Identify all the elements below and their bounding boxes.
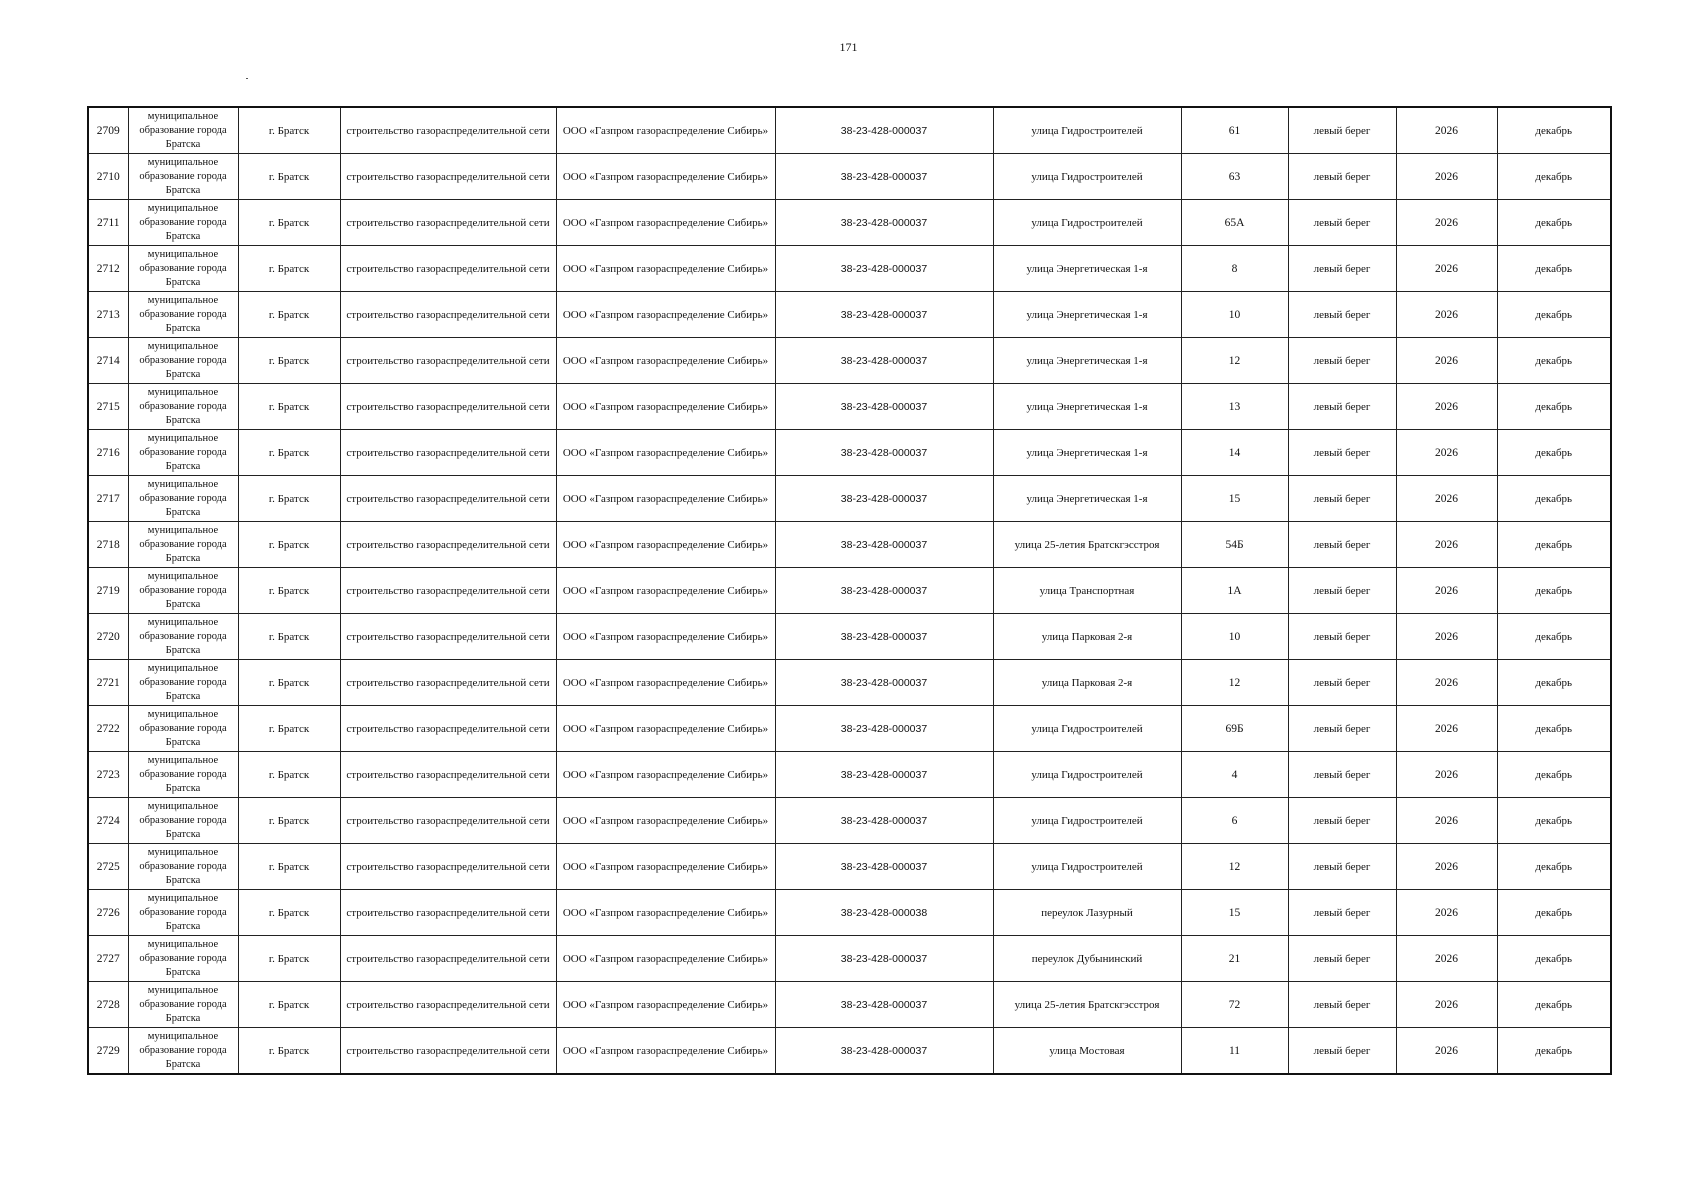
organization-cell: ООО «Газпром газораспределение Сибирь» [556,292,775,338]
table-row [88,107,1611,154]
row-number-cell: 2729 [88,1028,128,1075]
street-cell: улица 25-летия Братскгэсстроя [993,522,1181,568]
year-cell: 2026 [1396,522,1497,568]
street-cell: улица Мостовая [993,1028,1181,1075]
river-bank-cell: левый берег [1288,660,1396,706]
river-bank-cell: левый берег [1288,338,1396,384]
river-bank-cell: левый берег [1288,476,1396,522]
city-cell: г. Братск [238,246,340,292]
object-code-cell: 38-23-428-000037 [775,200,993,246]
street-cell: улица Энергетическая 1-я [993,292,1181,338]
year-cell: 2026 [1396,384,1497,430]
city-cell: г. Братск [238,107,340,154]
organization-cell: ООО «Газпром газораспределение Сибирь» [556,107,775,154]
work-type-cell: строительство газораспределительной сети [340,246,556,292]
object-code-cell: 38-23-428-000037 [775,522,993,568]
river-bank-cell: левый берег [1288,246,1396,292]
house-number-cell: 21 [1181,936,1288,982]
street-cell: улица Энергетическая 1-я [993,246,1181,292]
table-row [88,338,1611,384]
house-number-cell: 8 [1181,246,1288,292]
organization-cell: ООО «Газпром газораспределение Сибирь» [556,338,775,384]
municipality-cell: муниципальное образование города Братска [128,246,238,292]
object-code-cell: 38-23-428-000037 [775,430,993,476]
table-row [88,246,1611,292]
year-cell: 2026 [1396,246,1497,292]
river-bank-cell: левый берег [1288,706,1396,752]
work-type-cell: строительство газораспределительной сети [340,936,556,982]
organization-cell: ООО «Газпром газораспределение Сибирь» [556,936,775,982]
house-number-cell: 14 [1181,430,1288,476]
year-cell: 2026 [1396,660,1497,706]
work-type-cell: строительство газораспределительной сети [340,844,556,890]
year-cell: 2026 [1396,798,1497,844]
work-type-cell: строительство газораспределительной сети [340,384,556,430]
month-cell: декабрь [1497,614,1611,660]
municipality-cell: муниципальное образование города Братска [128,522,238,568]
house-number-cell: 4 [1181,752,1288,798]
object-code-cell: 38-23-428-000037 [775,476,993,522]
organization-cell: ООО «Газпром газораспределение Сибирь» [556,384,775,430]
month-cell: декабрь [1497,890,1611,936]
table-row [88,200,1611,246]
row-number-cell: 2712 [88,246,128,292]
year-cell: 2026 [1396,476,1497,522]
municipality-cell: муниципальное образование города Братска [128,338,238,384]
table-body [88,107,1611,1074]
river-bank-cell: левый берег [1288,1028,1396,1075]
year-cell: 2026 [1396,982,1497,1028]
organization-cell: ООО «Газпром газораспределение Сибирь» [556,706,775,752]
work-type-cell: строительство газораспределительной сети [340,476,556,522]
work-type-cell: строительство газораспределительной сети [340,982,556,1028]
city-cell: г. Братск [238,844,340,890]
river-bank-cell: левый берег [1288,522,1396,568]
organization-cell: ООО «Газпром газораспределение Сибирь» [556,430,775,476]
year-cell: 2026 [1396,292,1497,338]
work-type-cell: строительство газораспределительной сети [340,752,556,798]
month-cell: декабрь [1497,154,1611,200]
organization-cell: ООО «Газпром газораспределение Сибирь» [556,982,775,1028]
table-row [88,890,1611,936]
table-row [88,522,1611,568]
river-bank-cell: левый берег [1288,154,1396,200]
municipality-cell: муниципальное образование города Братска [128,798,238,844]
house-number-cell: 13 [1181,384,1288,430]
organization-cell: ООО «Газпром газораспределение Сибирь» [556,522,775,568]
month-cell: декабрь [1497,384,1611,430]
work-type-cell: строительство газораспределительной сети [340,798,556,844]
work-type-cell: строительство газораспределительной сети [340,338,556,384]
month-cell: декабрь [1497,752,1611,798]
scan-mark [246,78,248,79]
work-type-cell: строительство газораспределительной сети [340,890,556,936]
street-cell: переулок Дубынинский [993,936,1181,982]
row-number-cell: 2716 [88,430,128,476]
municipality-cell: муниципальное образование города Братска [128,107,238,154]
street-cell: улица Гидростроителей [993,706,1181,752]
work-type-cell: строительство газораспределительной сети [340,568,556,614]
month-cell: декабрь [1497,246,1611,292]
city-cell: г. Братск [238,200,340,246]
object-code-cell: 38-23-428-000037 [775,338,993,384]
year-cell: 2026 [1396,706,1497,752]
work-type-cell: строительство газораспределительной сети [340,200,556,246]
street-cell: улица Гидростроителей [993,154,1181,200]
municipality-cell: муниципальное образование города Братска [128,660,238,706]
table-row [88,752,1611,798]
table-row [88,982,1611,1028]
house-number-cell: 10 [1181,614,1288,660]
table-row [88,798,1611,844]
table-row [88,936,1611,982]
month-cell: декабрь [1497,1028,1611,1075]
organization-cell: ООО «Газпром газораспределение Сибирь» [556,1028,775,1075]
month-cell: декабрь [1497,982,1611,1028]
month-cell: декабрь [1497,706,1611,752]
year-cell: 2026 [1396,844,1497,890]
object-code-cell: 38-23-428-000037 [775,982,993,1028]
street-cell: улица Гидростроителей [993,200,1181,246]
year-cell: 2026 [1396,1028,1497,1075]
street-cell: улица Энергетическая 1-я [993,338,1181,384]
house-number-cell: 1А [1181,568,1288,614]
river-bank-cell: левый берег [1288,982,1396,1028]
organization-cell: ООО «Газпром газораспределение Сибирь» [556,752,775,798]
city-cell: г. Братск [238,614,340,660]
row-number-cell: 2713 [88,292,128,338]
street-cell: улица Транспортная [993,568,1181,614]
municipality-cell: муниципальное образование города Братска [128,476,238,522]
municipality-cell: муниципальное образование города Братска [128,936,238,982]
table-row [88,706,1611,752]
city-cell: г. Братск [238,660,340,706]
table-row [88,660,1611,706]
object-code-cell: 38-23-428-000037 [775,384,993,430]
month-cell: декабрь [1497,107,1611,154]
work-type-cell: строительство газораспределительной сети [340,522,556,568]
work-type-cell: строительство газораспределительной сети [340,660,556,706]
object-code-cell: 38-23-428-000037 [775,752,993,798]
city-cell: г. Братск [238,568,340,614]
table-row [88,568,1611,614]
row-number-cell: 2723 [88,752,128,798]
street-cell: улица Гидростроителей [993,798,1181,844]
street-cell: улица Парковая 2-я [993,614,1181,660]
house-number-cell: 6 [1181,798,1288,844]
row-number-cell: 2728 [88,982,128,1028]
house-number-cell: 12 [1181,844,1288,890]
municipality-cell: муниципальное образование города Братска [128,430,238,476]
river-bank-cell: левый берег [1288,752,1396,798]
city-cell: г. Братск [238,430,340,476]
municipality-cell: муниципальное образование города Братска [128,1028,238,1075]
municipality-cell: муниципальное образование города Братска [128,706,238,752]
table-row [88,476,1611,522]
municipality-cell: муниципальное образование города Братска [128,384,238,430]
row-number-cell: 2715 [88,384,128,430]
river-bank-cell: левый берег [1288,568,1396,614]
street-cell: улица Гидростроителей [993,752,1181,798]
street-cell: улица Гидростроителей [993,107,1181,154]
month-cell: декабрь [1497,660,1611,706]
city-cell: г. Братск [238,752,340,798]
city-cell: г. Братск [238,936,340,982]
work-type-cell: строительство газораспределительной сети [340,292,556,338]
table-row [88,1028,1611,1075]
object-code-cell: 38-23-428-000037 [775,660,993,706]
river-bank-cell: левый берег [1288,384,1396,430]
table-row [88,154,1611,200]
municipality-cell: муниципальное образование города Братска [128,752,238,798]
row-number-cell: 2721 [88,660,128,706]
house-number-cell: 12 [1181,660,1288,706]
organization-cell: ООО «Газпром газораспределение Сибирь» [556,798,775,844]
house-number-cell: 11 [1181,1028,1288,1075]
table-row [88,614,1611,660]
house-number-cell: 15 [1181,476,1288,522]
year-cell: 2026 [1396,936,1497,982]
object-code-cell: 38-23-428-000037 [775,292,993,338]
month-cell: декабрь [1497,476,1611,522]
work-type-cell: строительство газораспределительной сети [340,1028,556,1075]
year-cell: 2026 [1396,890,1497,936]
street-cell: улица Энергетическая 1-я [993,430,1181,476]
street-cell: улица Гидростроителей [993,844,1181,890]
object-code-cell: 38-23-428-000037 [775,844,993,890]
river-bank-cell: левый берег [1288,936,1396,982]
organization-cell: ООО «Газпром газораспределение Сибирь» [556,476,775,522]
house-number-cell: 10 [1181,292,1288,338]
city-cell: г. Братск [238,798,340,844]
street-cell: переулок Лазурный [993,890,1181,936]
object-code-cell: 38-23-428-000038 [775,890,993,936]
month-cell: декабрь [1497,936,1611,982]
house-number-cell: 12 [1181,338,1288,384]
work-type-cell: строительство газораспределительной сети [340,107,556,154]
table-row [88,430,1611,476]
municipality-cell: муниципальное образование города Братска [128,292,238,338]
river-bank-cell: левый берег [1288,798,1396,844]
row-number-cell: 2725 [88,844,128,890]
city-cell: г. Братск [238,338,340,384]
month-cell: декабрь [1497,798,1611,844]
page-number: 171 [839,40,858,54]
river-bank-cell: левый берег [1288,200,1396,246]
organization-cell: ООО «Газпром газораспределение Сибирь» [556,568,775,614]
river-bank-cell: левый берег [1288,430,1396,476]
municipality-cell: муниципальное образование города Братска [128,982,238,1028]
city-cell: г. Братск [238,522,340,568]
row-number-cell: 2719 [88,568,128,614]
month-cell: декабрь [1497,522,1611,568]
year-cell: 2026 [1396,752,1497,798]
organization-cell: ООО «Газпром газораспределение Сибирь» [556,246,775,292]
river-bank-cell: левый берег [1288,292,1396,338]
city-cell: г. Братск [238,1028,340,1075]
house-number-cell: 72 [1181,982,1288,1028]
city-cell: г. Братск [238,384,340,430]
gasification-table [87,106,1612,1075]
river-bank-cell: левый берег [1288,890,1396,936]
object-code-cell: 38-23-428-000037 [775,1028,993,1075]
house-number-cell: 69Б [1181,706,1288,752]
row-number-cell: 2718 [88,522,128,568]
city-cell: г. Братск [238,706,340,752]
organization-cell: ООО «Газпром газораспределение Сибирь» [556,200,775,246]
row-number-cell: 2711 [88,200,128,246]
organization-cell: ООО «Газпром газораспределение Сибирь» [556,844,775,890]
row-number-cell: 2724 [88,798,128,844]
month-cell: декабрь [1497,292,1611,338]
row-number-cell: 2726 [88,890,128,936]
year-cell: 2026 [1396,568,1497,614]
city-cell: г. Братск [238,890,340,936]
river-bank-cell: левый берег [1288,107,1396,154]
street-cell: улица Парковая 2-я [993,660,1181,706]
year-cell: 2026 [1396,154,1497,200]
row-number-cell: 2722 [88,706,128,752]
object-code-cell: 38-23-428-000037 [775,936,993,982]
month-cell: декабрь [1497,430,1611,476]
year-cell: 2026 [1396,614,1497,660]
object-code-cell: 38-23-428-000037 [775,614,993,660]
object-code-cell: 38-23-428-000037 [775,706,993,752]
row-number-cell: 2727 [88,936,128,982]
river-bank-cell: левый берег [1288,614,1396,660]
street-cell: улица Энергетическая 1-я [993,476,1181,522]
object-code-cell: 38-23-428-000037 [775,107,993,154]
object-code-cell: 38-23-428-000037 [775,798,993,844]
work-type-cell: строительство газораспределительной сети [340,706,556,752]
year-cell: 2026 [1396,430,1497,476]
work-type-cell: строительство газораспределительной сети [340,430,556,476]
month-cell: декабрь [1497,844,1611,890]
river-bank-cell: левый берег [1288,844,1396,890]
city-cell: г. Братск [238,154,340,200]
row-number-cell: 2720 [88,614,128,660]
municipality-cell: муниципальное образование города Братска [128,890,238,936]
month-cell: декабрь [1497,200,1611,246]
city-cell: г. Братск [238,476,340,522]
organization-cell: ООО «Газпром газораспределение Сибирь» [556,154,775,200]
organization-cell: ООО «Газпром газораспределение Сибирь» [556,660,775,706]
street-cell: улица Энергетическая 1-я [993,384,1181,430]
month-cell: декабрь [1497,338,1611,384]
municipality-cell: муниципальное образование города Братска [128,154,238,200]
house-number-cell: 54Б [1181,522,1288,568]
year-cell: 2026 [1396,200,1497,246]
house-number-cell: 15 [1181,890,1288,936]
city-cell: г. Братск [238,982,340,1028]
city-cell: г. Братск [238,292,340,338]
table-row [88,384,1611,430]
work-type-cell: строительство газораспределительной сети [340,154,556,200]
house-number-cell: 63 [1181,154,1288,200]
object-code-cell: 38-23-428-000037 [775,246,993,292]
table-row [88,844,1611,890]
object-code-cell: 38-23-428-000037 [775,568,993,614]
table-row [88,292,1611,338]
year-cell: 2026 [1396,107,1497,154]
house-number-cell: 65А [1181,200,1288,246]
year-cell: 2026 [1396,338,1497,384]
month-cell: декабрь [1497,568,1611,614]
house-number-cell: 61 [1181,107,1288,154]
organization-cell: ООО «Газпром газораспределение Сибирь» [556,890,775,936]
street-cell: улица 25-летия Братскгэсстроя [993,982,1181,1028]
row-number-cell: 2714 [88,338,128,384]
row-number-cell: 2717 [88,476,128,522]
row-number-cell: 2709 [88,107,128,154]
municipality-cell: муниципальное образование города Братска [128,568,238,614]
municipality-cell: муниципальное образование города Братска [128,200,238,246]
row-number-cell: 2710 [88,154,128,200]
municipality-cell: муниципальное образование города Братска [128,614,238,660]
organization-cell: ООО «Газпром газораспределение Сибирь» [556,614,775,660]
municipality-cell: муниципальное образование города Братска [128,844,238,890]
object-code-cell: 38-23-428-000037 [775,154,993,200]
work-type-cell: строительство газораспределительной сети [340,614,556,660]
